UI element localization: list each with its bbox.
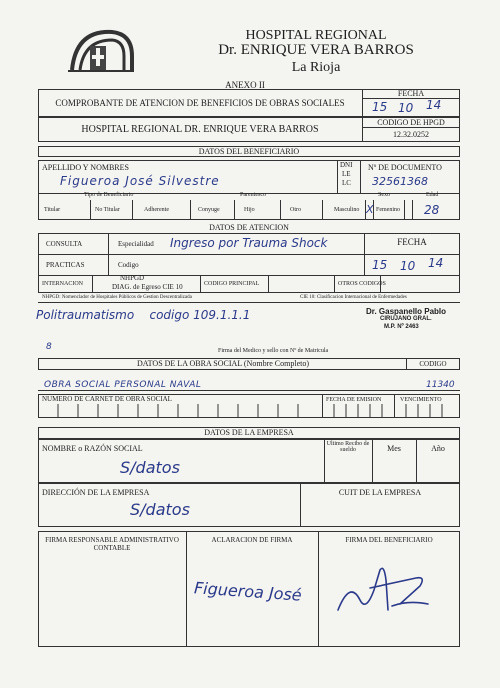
doctor-stamp-mp: M.P. Nº 2463 (384, 324, 419, 330)
edad-label: Edad (426, 192, 439, 198)
opt-no-titular[interactable]: No Titular (95, 207, 120, 213)
parentesco-label: Parentesco (240, 192, 266, 198)
ink-mark: 8 (46, 342, 52, 352)
firma-medico-label: Firma del Medico y sello con Nº de Matricula (218, 348, 329, 354)
tipo-label: Tipo de Beneficiario (84, 192, 134, 198)
direccion-label: DIRECCIÓN DE LA EMPRESA (42, 488, 150, 497)
diagnosis-text[interactable]: Politraumatismo codigo 109.1.1.1 (36, 308, 251, 322)
especialidad-value[interactable]: Ingreso por Trauma Shock (170, 236, 328, 250)
anio-label: Año (431, 444, 445, 453)
codigo-label: Codigo (118, 261, 139, 269)
mes-label: Mes (387, 444, 401, 453)
empresa-title: DATOS DE LA EMPRESA (204, 428, 294, 437)
hospital-line: HOSPITAL REGIONAL DR. ENRIQUE VERA BARROS (81, 124, 319, 135)
firma-responsable-label: FIRMA RESPONSABLE ADMINISTRATIVO CONTABLE (45, 536, 179, 552)
opt-conyuge[interactable]: Conyuge (198, 207, 220, 213)
lc-label: LC (342, 179, 351, 187)
obra-social-title: DATOS DE LA OBRA SOCIAL (Nombre Completo) (137, 359, 309, 368)
doctor-stamp-title: CIRUJANO GRAL. (380, 316, 432, 322)
hospital-logo (66, 26, 136, 74)
header-hospital-regional: HOSPITAL REGIONAL (245, 28, 387, 43)
ultimo-recibo-label: Ultimo Recibo de sueldo (326, 441, 370, 453)
cuit-label: CUIT DE LA EMPRESA (338, 488, 422, 497)
header-doctor-name: Dr. ENRIQUE VERA BARROS (218, 42, 414, 58)
opt-otro[interactable]: Otro (290, 207, 301, 213)
practicas-label: PRACTICAS (46, 261, 85, 269)
firma-beneficiario-label: FIRMA DEL BENEFICIARIO (345, 536, 433, 544)
opt-hijo[interactable]: Hijo (244, 207, 255, 213)
direccion-value[interactable]: S/datos (130, 500, 190, 519)
fecha-month[interactable]: 10 (398, 101, 414, 115)
razon-social-label: NOMBRE o RAZÓN SOCIAL (42, 444, 143, 453)
annex-label: ANEXO II (225, 80, 265, 90)
apellido-value[interactable]: Figueroa José Silvestre (60, 174, 220, 188)
le-label: LE (342, 170, 351, 178)
diag-egreso-label: DIAG. de Egreso CIE 10 (112, 283, 183, 291)
obra-social-name[interactable]: OBRA SOCIAL PERSONAL NAVAL (44, 380, 202, 390)
footnote-cie10: CIE 10: Clasificacion Internacional de Enfermedades (300, 295, 407, 300)
opt-femenino[interactable]: Femenino (376, 207, 400, 213)
fecha-emision-label: FECHA DE EMISION (326, 397, 382, 403)
atencion-title: DATOS DE ATENCION (209, 223, 289, 232)
footnote-nhpgd: NHPGD: Nomenclador de Hospitales Públicos de Gestion Descentralizada (42, 295, 192, 300)
codigo-hpgd-value: 12.32.0252 (393, 130, 429, 139)
atencion-fecha-day[interactable]: 15 (372, 258, 388, 272)
opt-adherente[interactable]: Adherente (144, 207, 169, 213)
doctor-stamp-name: Dr. Gaspanello Pablo (366, 307, 447, 316)
fecha-emision-cells[interactable] (322, 404, 460, 418)
carnet-digit-cells[interactable] (38, 404, 322, 418)
opt-masculino[interactable]: Masculino (334, 207, 360, 213)
aclaracion-value[interactable]: Figueroa José (193, 578, 303, 605)
dni-label: DNI (340, 161, 353, 169)
doc-value[interactable]: 32561368 (372, 175, 428, 188)
nhpgd-label: NHPGD (120, 274, 145, 282)
sexo-label: Sexo (378, 192, 390, 198)
form-title: COMPROBANTE DE ATENCION DE BENEFICIOS DE OBRAS SOCIALES (55, 98, 345, 108)
consulta-label: CONSULTA (46, 240, 83, 248)
header-city: La Rioja (291, 60, 341, 75)
codigo-principal-label: CODIGO PRINCIPAL (204, 281, 260, 287)
codigo-hpgd-label: CODIGO DE HPGD (377, 118, 445, 127)
beneficiario-signature[interactable] (330, 560, 440, 620)
fecha-year[interactable]: 14 (426, 98, 442, 112)
fecha-label: FECHA (397, 89, 425, 98)
fecha-day[interactable]: 15 (372, 100, 388, 114)
atencion-fecha-label: FECHA (397, 237, 427, 247)
aclaracion-label: ACLARACION DE FIRMA (211, 536, 293, 544)
edad-value[interactable]: 28 (424, 203, 440, 217)
obra-social-codigo[interactable]: 11340 (426, 380, 455, 390)
beneficiario-title: DATOS DEL BENEFICIARIO (198, 147, 300, 156)
otros-codigos-label: OTROS CODIGOS (338, 281, 386, 287)
especialidad-label: Especialidad (118, 240, 154, 248)
apellido-label: APELLIDO Y NOMBRES (42, 163, 129, 172)
vencimiento-label: VENCIMIENTO (400, 397, 442, 403)
opt-titular[interactable]: Titular (44, 207, 61, 213)
atencion-fecha-year[interactable]: 14 (428, 256, 444, 270)
razon-social-value[interactable]: S/datos (120, 458, 180, 477)
carnet-label: NUMERO DE CARNET DE OBRA SOCIAL (42, 395, 172, 403)
obra-social-codigo-label: CODIGO (419, 360, 447, 368)
doc-label: Nº DE DOCUMENTO (368, 163, 442, 172)
atencion-fecha-month[interactable]: 10 (400, 259, 416, 273)
internacion-label: INTERNACION (42, 281, 83, 287)
sexo-check-mark: X (366, 203, 374, 216)
